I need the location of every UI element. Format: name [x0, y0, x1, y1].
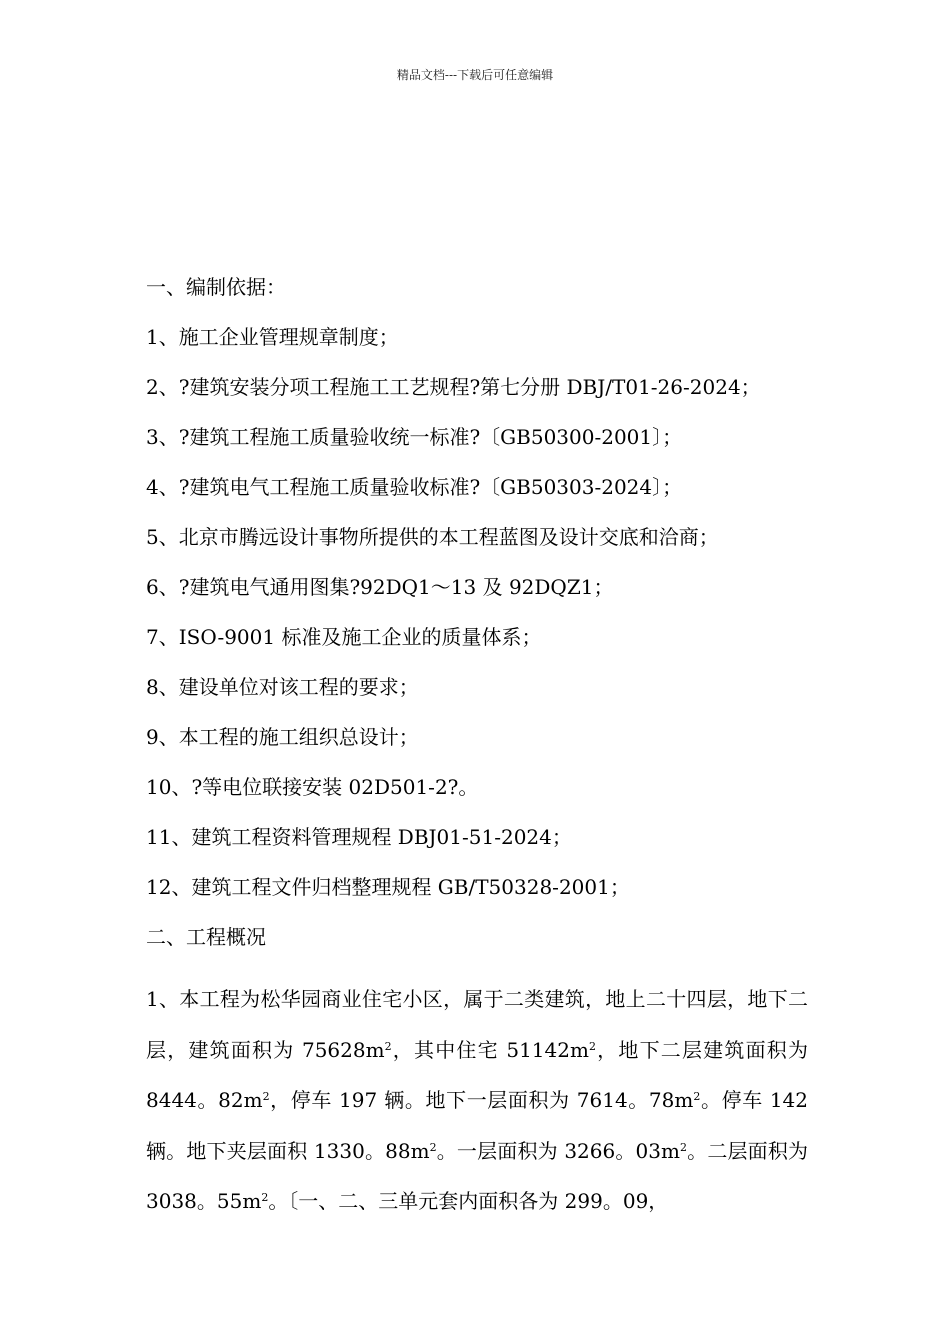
- list-item: 9、本工程的施工组织总设计；: [146, 725, 419, 749]
- superscript: 2: [679, 1140, 687, 1154]
- para-text: 。停车 142 辆。地下夹层面积 1330。88m: [146, 1088, 809, 1163]
- list-item: 5、北京市腾远设计事物所提供的本工程蓝图及设计交底和洽商；: [146, 525, 719, 549]
- para-text: 。二层面积为 3038。55m: [146, 1138, 809, 1213]
- section-title-basis: 一、编制依据：: [146, 275, 286, 299]
- list-item: 2、?建筑安装分项工程施工工艺规程?第七分册 DBJ/T01-26-2024；: [146, 375, 761, 399]
- list-item: 8、建设单位对该工程的要求；: [146, 675, 419, 699]
- superscript: 2: [588, 1039, 596, 1053]
- superscript: 2: [261, 1191, 269, 1204]
- para-text: ，停车 197 辆。地下一层面积为 7614。78m: [269, 1088, 694, 1112]
- superscript: 2: [262, 1090, 270, 1103]
- overview-paragraph: [146, 974, 808, 1227]
- list-item: 6、?建筑电气通用图集?92DQ1～13 及 92DQZ1；: [146, 575, 614, 599]
- para-text: 1、本工程为松华园商业住宅小区，属于二类建筑，地上二十四层，地下二层，建筑面积为 75628m: [146, 987, 808, 1062]
- para-text: 。一层面积为 3266。03m: [436, 1138, 680, 1163]
- list-item: 4、?建筑电气工程施工质量验收标准?〔GB50303-2024〕；: [146, 475, 683, 499]
- list-item: 3、?建筑工程施工质量验收统一标准?〔GB50300-2001〕；: [146, 425, 683, 449]
- para-text: 。〔一、二、三单元套内面积各为 299。09，: [268, 1189, 669, 1213]
- section-title-overview: 二、工程概况: [146, 925, 266, 949]
- superscript: 2: [693, 1090, 701, 1103]
- page-header: 精品文档---下载后可任意编辑: [396, 68, 554, 82]
- list-item: 7、ISO-9001 标准及施工企业的质量体系；: [146, 625, 542, 649]
- list-item: 12、建筑工程文件归档整理规程 GB/T50328-2001；: [146, 875, 630, 899]
- para-text: ，地下二层建筑面积为 8444。82m: [146, 1037, 808, 1112]
- superscript: 2: [384, 1039, 392, 1053]
- list-item: 1、施工企业管理规章制度；: [146, 325, 399, 349]
- para-text: ，其中住宅 51142m: [391, 1037, 589, 1062]
- superscript: 2: [429, 1140, 437, 1154]
- document-body: [146, 272, 808, 1227]
- list-item: 10、?等电位联接安装 02D501-2?。: [146, 775, 479, 799]
- list-item: 11、建筑工程资料管理规程 DBJ01-51-2024；: [146, 825, 572, 849]
